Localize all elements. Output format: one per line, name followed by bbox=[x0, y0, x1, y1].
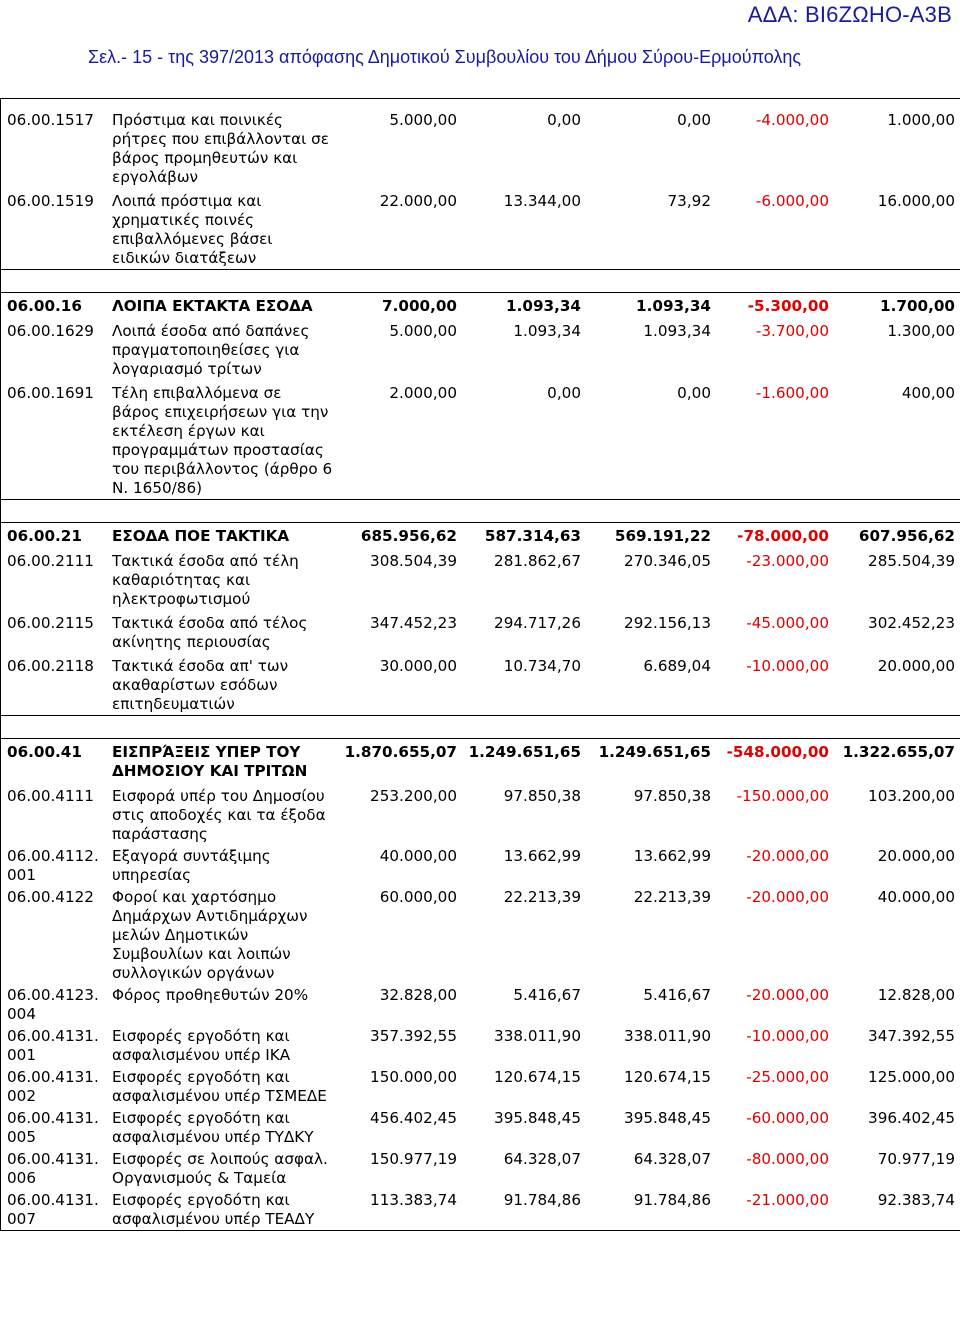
budget-table bbox=[0, 98, 960, 1231]
account-description: Φόρος προθηεθυτών 20% bbox=[112, 986, 309, 1004]
table-row bbox=[1, 1066, 960, 1107]
amount-v1: 357.392,55 bbox=[370, 1027, 457, 1045]
amount-v2: 0,00 bbox=[547, 384, 581, 402]
amount-v4: -23.000,00 bbox=[746, 552, 829, 570]
amount-v3: 338.011,90 bbox=[624, 1027, 711, 1045]
amount-v1: 5.000,00 bbox=[389, 322, 457, 340]
account-code: 06.00.4131. 007 bbox=[7, 1191, 99, 1228]
group-rows bbox=[1, 293, 960, 499]
ada-code: ΑΔΑ: ΒΙ6ΖΩΗΟ-Α3Β bbox=[747, 2, 952, 27]
amount-v2: 10.734,70 bbox=[503, 657, 581, 675]
amount-v5: 1.300,00 bbox=[887, 322, 955, 340]
account-description: ΕΣΟΔΑ ΠΟΕ ΤΑΚΤΙΚΑ bbox=[112, 527, 290, 545]
amount-v2: 5.416,67 bbox=[513, 986, 581, 1004]
account-description: Εισφορά υπέρ του Δημοσίου στις αποδοχές και τα έξοδα παράστασης bbox=[112, 787, 326, 843]
amount-v1: 347.452,23 bbox=[370, 614, 457, 632]
group-rows bbox=[1, 523, 960, 715]
group-separator bbox=[1, 716, 960, 739]
group-separator bbox=[1, 270, 960, 293]
amount-v5: 103.200,00 bbox=[868, 787, 955, 805]
amount-v3: 270.346,05 bbox=[624, 552, 711, 570]
group-block bbox=[1, 99, 960, 270]
amount-v3: 0,00 bbox=[677, 111, 711, 129]
amount-v3: 73,92 bbox=[667, 192, 711, 210]
account-code: 06.00.4112. 001 bbox=[7, 847, 99, 884]
group-header-row bbox=[1, 293, 960, 318]
amount-v5: 1.700,00 bbox=[880, 297, 955, 315]
separator-cell bbox=[1, 500, 960, 523]
separator-cell bbox=[1, 716, 960, 739]
amount-v1: 456.402,45 bbox=[370, 1109, 457, 1127]
amount-v1: 60.000,00 bbox=[379, 888, 457, 906]
account-description: Τακτικά έσοδα από τέλη καθαριότητας και ηλεκτροφωτισμού bbox=[112, 552, 299, 608]
amount-v5: 347.392,55 bbox=[868, 1027, 955, 1045]
group-cell bbox=[1, 293, 960, 500]
account-description: Εισφορές εργοδότη και ασφαλισμένου υπέρ ΤΣΜΕΔΕ bbox=[112, 1068, 327, 1105]
table-row bbox=[1, 1025, 960, 1066]
amount-v2: 22.213,39 bbox=[503, 888, 581, 906]
amount-v3: 1.093,34 bbox=[643, 322, 711, 340]
amount-v5: 396.402,45 bbox=[868, 1109, 955, 1127]
amount-v2: 97.850,38 bbox=[503, 787, 581, 805]
amount-v3: 120.674,15 bbox=[624, 1068, 711, 1086]
separator-cell bbox=[1, 270, 960, 293]
amount-v2: 120.674,15 bbox=[494, 1068, 581, 1086]
account-description: Εισφορές εργοδότη και ασφαλισμένου υπέρ ΙΚΑ bbox=[112, 1027, 291, 1064]
group-cell bbox=[1, 523, 960, 716]
amount-v4: -6.000,00 bbox=[755, 192, 829, 210]
account-description: Εισφορές εργοδότη και ασφαλισμένου υπέρ ΤΥΔΚΥ bbox=[112, 1109, 314, 1146]
group-block bbox=[1, 523, 960, 716]
amount-v3: 91.784,86 bbox=[633, 1191, 711, 1209]
table-row bbox=[1, 1189, 960, 1230]
amount-v2: 1.093,34 bbox=[513, 322, 581, 340]
table-row bbox=[1, 318, 960, 380]
group-header-row bbox=[1, 523, 960, 548]
amount-v5: 285.504,39 bbox=[868, 552, 955, 570]
account-code: 06.00.1517 bbox=[7, 111, 94, 129]
account-description: ΛΟΙΠΑ ΕΚΤΑΚΤΑ ΕΣΟΔΑ bbox=[112, 297, 313, 315]
amount-v5: 400,00 bbox=[901, 384, 955, 402]
amount-v4: -25.000,00 bbox=[746, 1068, 829, 1086]
amount-v4: -60.000,00 bbox=[746, 1109, 829, 1127]
amount-v1: 253.200,00 bbox=[370, 787, 457, 805]
account-code: 06.00.1519 bbox=[7, 192, 94, 210]
amount-v4: -10.000,00 bbox=[746, 657, 829, 675]
amount-v2: 13.344,00 bbox=[503, 192, 581, 210]
account-description: Λοιπά πρόστιμα και χρηματικές ποινές επιβαλλόμενες βάσει ειδικών διατάξεων bbox=[112, 192, 273, 267]
account-code: 06.00.41 bbox=[7, 743, 82, 761]
account-code: 06.00.16 bbox=[7, 297, 82, 315]
amount-v2: 1.093,34 bbox=[506, 297, 581, 315]
amount-v3: 395.848,45 bbox=[624, 1109, 711, 1127]
account-code: 06.00.2118 bbox=[7, 657, 94, 675]
amount-v4: -5.300,00 bbox=[747, 297, 829, 315]
amount-v3: 1.249.651,65 bbox=[598, 743, 711, 761]
amount-v5: 16.000,00 bbox=[877, 192, 955, 210]
table-row bbox=[1, 188, 960, 269]
amount-v2: 0,00 bbox=[547, 111, 581, 129]
amount-v3: 292.156,13 bbox=[624, 614, 711, 632]
amount-v4: -10.000,00 bbox=[746, 1027, 829, 1045]
amount-v1: 32.828,00 bbox=[379, 986, 457, 1004]
group-separator bbox=[1, 500, 960, 523]
amount-v2: 587.314,63 bbox=[484, 527, 581, 545]
table-row bbox=[1, 845, 960, 886]
amount-v5: 70.977,19 bbox=[877, 1150, 955, 1168]
group-header-row bbox=[1, 739, 960, 783]
amount-v2: 294.717,26 bbox=[494, 614, 581, 632]
account-code: 06.00.2115 bbox=[7, 614, 94, 632]
group-rows bbox=[1, 739, 960, 1230]
amount-v2: 281.862,67 bbox=[494, 552, 581, 570]
table-row bbox=[1, 548, 960, 610]
amount-v4: -548.000,00 bbox=[726, 743, 829, 761]
table-row bbox=[1, 886, 960, 984]
budget-table-body bbox=[1, 99, 960, 1231]
amount-v3: 64.328,07 bbox=[633, 1150, 711, 1168]
amount-v4: -20.000,00 bbox=[746, 986, 829, 1004]
amount-v1: 40.000,00 bbox=[379, 847, 457, 865]
account-description: Πρόστιμα και ποινικές ρήτρες που επιβάλλονται σε βάρος προμηθευτών και εργολάβων bbox=[112, 111, 329, 186]
amount-v1: 22.000,00 bbox=[379, 192, 457, 210]
account-description: ΕΙΣΠΡΆΞΕΙΣ ΥΠΕΡ ΤΟΥ ΔΗΜΟΣΙΟΥ ΚΑΙ ΤΡΙΤΩΝ bbox=[112, 743, 308, 780]
amount-v3: 569.191,22 bbox=[614, 527, 711, 545]
amount-v2: 64.328,07 bbox=[503, 1150, 581, 1168]
account-code: 06.00.4131. 002 bbox=[7, 1068, 99, 1105]
amount-v5: 40.000,00 bbox=[877, 888, 955, 906]
amount-v1: 685.956,62 bbox=[360, 527, 457, 545]
account-code: 06.00.1691 bbox=[7, 384, 94, 402]
table-row bbox=[1, 984, 960, 1025]
amount-v1: 5.000,00 bbox=[389, 111, 457, 129]
group-cell bbox=[1, 99, 960, 270]
amount-v4: -80.000,00 bbox=[746, 1150, 829, 1168]
amount-v4: -3.700,00 bbox=[755, 322, 829, 340]
table-row bbox=[1, 653, 960, 715]
account-code: 06.00.4131. 005 bbox=[7, 1109, 99, 1146]
account-description: Τακτικά έσοδα απ' των ακαθαρίστων εσόδων επιτηδευματιών bbox=[112, 657, 289, 713]
amount-v5: 12.828,00 bbox=[877, 986, 955, 1004]
amount-v1: 113.383,74 bbox=[370, 1191, 457, 1209]
amount-v5: 20.000,00 bbox=[877, 847, 955, 865]
account-code: 06.00.2111 bbox=[7, 552, 94, 570]
amount-v2: 13.662,99 bbox=[503, 847, 581, 865]
amount-v5: 1.322.655,07 bbox=[842, 743, 955, 761]
amount-v1: 150.977,19 bbox=[370, 1150, 457, 1168]
amount-v5: 1.000,00 bbox=[887, 111, 955, 129]
amount-v3: 97.850,38 bbox=[633, 787, 711, 805]
account-description: Εισφορές σε λοιπούς ασφαλ. Οργανισμούς & Ταμεία bbox=[112, 1150, 328, 1187]
amount-v1: 2.000,00 bbox=[389, 384, 457, 402]
account-description: Εισφορές εργοδότη και ασφαλισμένου υπέρ ΤΕΑΔΥ bbox=[112, 1191, 315, 1228]
group-cell bbox=[1, 739, 960, 1231]
account-code: 06.00.4111 bbox=[7, 787, 94, 805]
account-code: 06.00.4131. 006 bbox=[7, 1150, 99, 1187]
amount-v4: -20.000,00 bbox=[746, 888, 829, 906]
amount-v1: 1.870.655,07 bbox=[344, 743, 457, 761]
amount-v1: 150.000,00 bbox=[370, 1068, 457, 1086]
amount-v3: 5.416,67 bbox=[643, 986, 711, 1004]
account-description: Εξαγορά συντάξιμης υπηρεσίας bbox=[112, 847, 271, 884]
amount-v1: 7.000,00 bbox=[382, 297, 457, 315]
amount-v5: 92.383,74 bbox=[877, 1191, 955, 1209]
amount-v2: 395.848,45 bbox=[494, 1109, 581, 1127]
amount-v4: -45.000,00 bbox=[746, 614, 829, 632]
account-code: 06.00.4131. 001 bbox=[7, 1027, 99, 1064]
amount-v3: 13.662,99 bbox=[633, 847, 711, 865]
group-block bbox=[1, 293, 960, 500]
amount-v3: 22.213,39 bbox=[633, 888, 711, 906]
amount-v1: 30.000,00 bbox=[379, 657, 457, 675]
account-code: 06.00.4123. 004 bbox=[7, 986, 99, 1023]
amount-v4: -1.600,00 bbox=[755, 384, 829, 402]
amount-v5: 20.000,00 bbox=[877, 657, 955, 675]
amount-v2: 338.011,90 bbox=[494, 1027, 581, 1045]
table-row bbox=[1, 610, 960, 653]
amount-v4: -4.000,00 bbox=[755, 111, 829, 129]
amount-v2: 91.784,86 bbox=[503, 1191, 581, 1209]
group-rows bbox=[1, 99, 960, 269]
table-row bbox=[1, 1148, 960, 1189]
amount-v4: -78.000,00 bbox=[737, 527, 829, 545]
account-description: Τακτικά έσοδα από τέλος ακίνητης περιουσίας bbox=[112, 614, 308, 651]
amount-v3: 0,00 bbox=[677, 384, 711, 402]
amount-v5: 125.000,00 bbox=[868, 1068, 955, 1086]
account-code: 06.00.1629 bbox=[7, 322, 94, 340]
amount-v5: 302.452,23 bbox=[868, 614, 955, 632]
account-description: Φοροί και χαρτόσημο Δημάρχων Αντιδημάρχων μελών Δημοτικών Συμβουλίων και λοιπών συλλογικών οργάνων bbox=[112, 888, 308, 982]
table-row bbox=[1, 99, 960, 188]
amount-v3: 6.689,04 bbox=[643, 657, 711, 675]
amount-v2: 1.249.651,65 bbox=[468, 743, 581, 761]
account-code: 06.00.4122 bbox=[7, 888, 94, 906]
amount-v4: -20.000,00 bbox=[746, 847, 829, 865]
amount-v4: -21.000,00 bbox=[746, 1191, 829, 1209]
table-row bbox=[1, 1107, 960, 1148]
account-code: 06.00.21 bbox=[7, 527, 82, 545]
amount-v4: -150.000,00 bbox=[736, 787, 829, 805]
amount-v1: 308.504,39 bbox=[370, 552, 457, 570]
table-row bbox=[1, 380, 960, 499]
amount-v5: 607.956,62 bbox=[858, 527, 955, 545]
account-description: Τέλη επιβαλλόμενα σε βάρος επιχειρήσεων για την εκτέλεση έργων και προγραμμάτων προστασίας του περιβάλλοντος (άρθρο 6 Ν. 1650/86) bbox=[112, 384, 333, 497]
table-row bbox=[1, 783, 960, 845]
account-description: Λοιπά έσοδα από δαπάνες πραγματοποιηθείσες για λογαριασμό τρίτων bbox=[112, 322, 310, 378]
group-block bbox=[1, 739, 960, 1231]
amount-v3: 1.093,34 bbox=[636, 297, 711, 315]
page-subtitle: Σελ.- 15 - της 397/2013 απόφασης Δημοτικού Συμβουλίου του Δήμου Σύρου-Ερμούπολης bbox=[88, 47, 802, 67]
